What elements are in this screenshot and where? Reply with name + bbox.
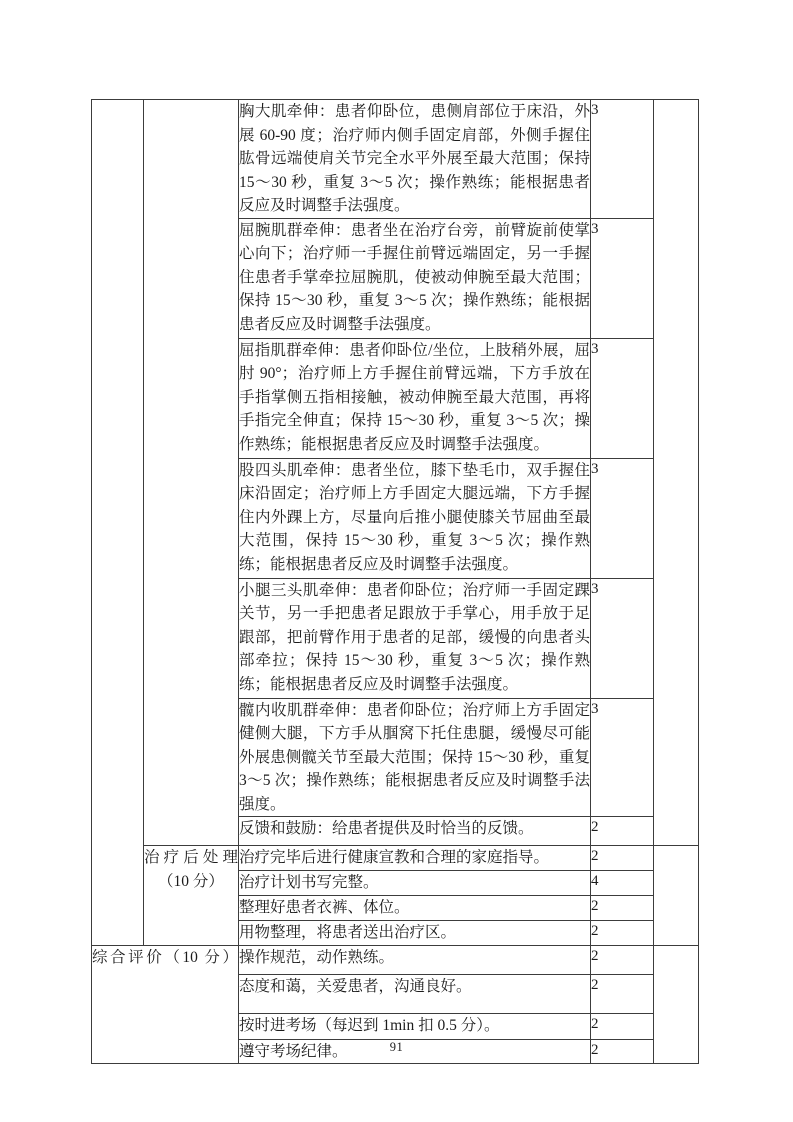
criteria-cell: 屈腕肌群牵伸：患者坐在治疗台旁，前臂旋前使掌心向下；治疗师一手握住前臂远端固定，另一手握住患者手掌牵拉屈腕肌，使被动伸腕至最大范围；保持 15～30 秒，重复 3～5 次；操作熟练；能根据患者反应及时调整手法强度。 (239, 218, 591, 338)
criteria-cell: 股四头肌牵伸：患者坐位，膝下垫毛巾，双手握住床沿固定；治疗师上方手固定大腿远端，下方手握住内外踝上方，尽量向后推小腿使膝关节屈曲至最大范围，保持 15～30 秒，重复 3～5 次；操作熟练；能根据患者反应及时调整手法强度。 (239, 458, 591, 578)
criteria-cell: 小腿三头肌牵伸：患者仰卧位；治疗师一手固定踝关节，另一手把患者足跟放于手掌心，用手放于足跟部，把前臂作用于患者的足部，缓慢的向患者头部牵拉；保持 15～30 秒，重复 3～5 次；操作熟练；能根据患者反应及时调整手法强度。 (239, 578, 591, 698)
criteria-cell: 用物整理，将患者送出治疗区。 (239, 921, 591, 946)
score-cell: 2 (591, 1013, 654, 1039)
section-label-overall: 综合评价（10 分） (92, 945, 239, 1064)
earned-score-cell-empty (654, 100, 699, 846)
scoring-table (91, 99, 699, 1064)
score-cell: 3 (591, 698, 654, 817)
criteria-cell: 整理好患者衣裤、体位。 (239, 896, 591, 921)
score-cell: 2 (591, 896, 654, 921)
criteria-cell: 反馈和鼓励：给患者提供及时恰当的反馈。 (239, 817, 591, 846)
subcategory-cell-empty (144, 100, 239, 846)
score-cell: 3 (591, 458, 654, 578)
score-cell: 3 (591, 218, 654, 338)
score-cell: 3 (591, 100, 654, 219)
score-cell: 2 (591, 1039, 654, 1064)
section-label-line2: （10 分） (158, 873, 224, 890)
page-number: 91 (389, 1040, 404, 1054)
earned-score-cell-empty (654, 846, 699, 946)
score-cell: 2 (591, 974, 654, 1013)
table-row (92, 846, 699, 871)
criteria-cell: 态度和蔼，关爱患者，沟通良好。 (239, 974, 591, 1013)
criteria-cell: 治疗完毕后进行健康宣教和合理的家庭指导。 (239, 846, 591, 871)
criteria-cell: 胸大肌牵伸：患者仰卧位，患侧肩部位于床沿，外展 60-90 度；治疗师内侧手固定肩部，外侧手握住肱骨远端使肩关节完全水平外展至最大范围；保持 15～30 秒，重复 3～5 次；操作熟练；能根据患者反应及时调整手法强度。 (239, 100, 591, 219)
table-row (92, 100, 699, 219)
section-label-treatment-post (144, 846, 239, 946)
table-row (92, 945, 699, 974)
score-cell: 3 (591, 338, 654, 458)
criteria-cell: 髋内收肌群牵伸：患者仰卧位；治疗师上方手固定健侧大腿，下方手从腘窝下托住患腿，缓慢尽可能外展患侧髋关节至最大范围；保持 15～30 秒，重复 3～5 次；操作熟练；能根据患者反应及时调整手法强度。 (239, 698, 591, 817)
section-label-line1: 治疗后处理 (144, 849, 238, 866)
score-cell: 2 (591, 817, 654, 846)
criteria-cell: 按时进考场（每迟到 1min 扣 0.5 分）。 (239, 1013, 591, 1039)
score-cell: 3 (591, 578, 654, 698)
score-cell: 2 (591, 846, 654, 871)
score-cell: 2 (591, 921, 654, 946)
category-cell-empty (92, 100, 144, 946)
criteria-cell: 操作规范，动作熟练。 (239, 945, 591, 974)
criteria-cell: 遵守考场纪律。 (239, 1039, 591, 1064)
score-cell: 2 (591, 945, 654, 974)
score-cell: 4 (591, 871, 654, 896)
criteria-cell: 屈指肌群牵伸：患者仰卧位/坐位，上肢稍外展，屈肘 90°；治疗师上方手握住前臂远端，下方手放在手指掌侧五指相接触，被动伸腕至最大范围，再将手指完全伸直；保持 15～30 秒，重复 3～5 次；操作熟练；能根据患者反应及时调整手法强度。 (239, 338, 591, 458)
criteria-cell: 治疗计划书写完整。 (239, 871, 591, 896)
